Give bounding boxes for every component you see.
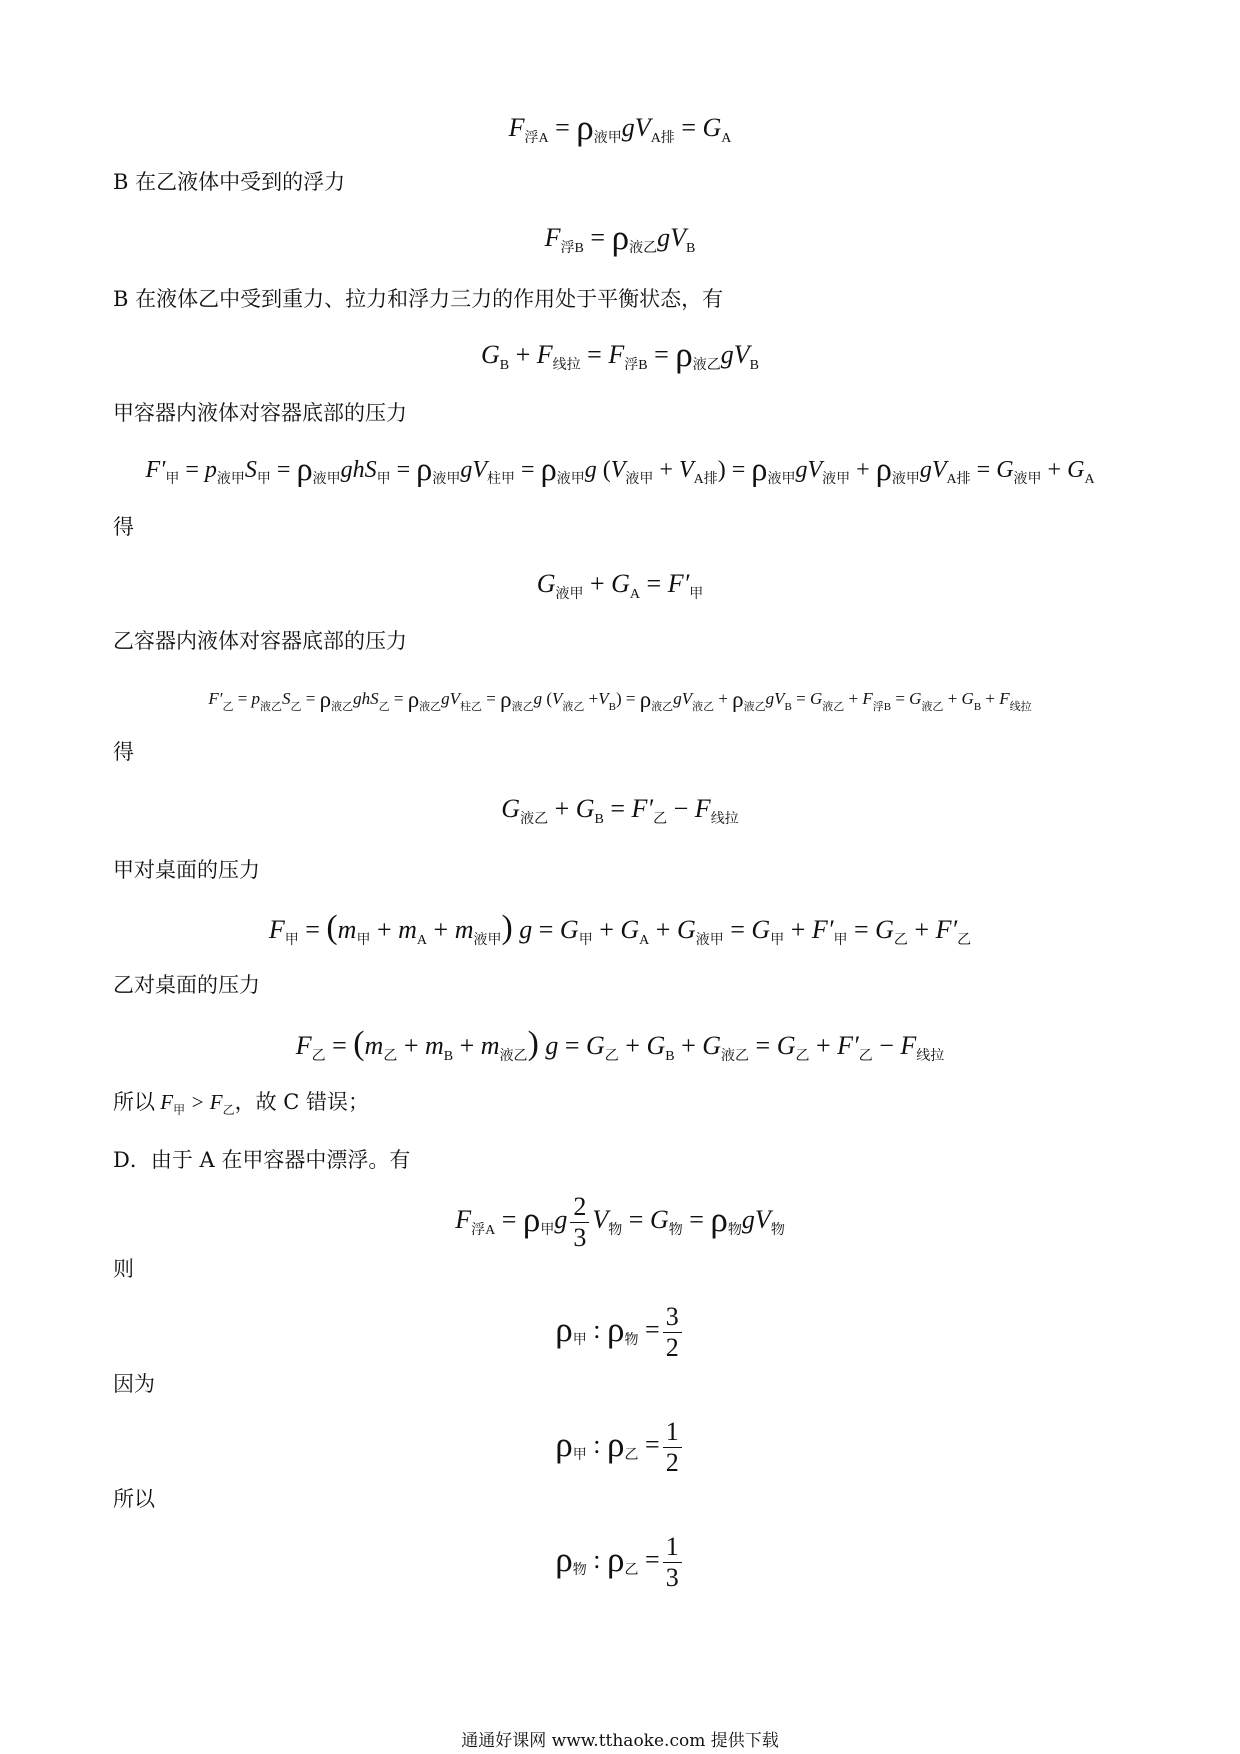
text-ze: 则 [113, 1257, 134, 1281]
equation-yi-table: $F_乙 = (m_乙 + m_B + m_{液乙}) g = G_乙 + G_B + G_{液乙} = G_乙 + F'_乙 - F_{线拉}$ [295, 1025, 945, 1064]
fraction-two-thirds: $\frac{2}{3}$ [570, 1192, 589, 1253]
text-de-2: 得 [113, 740, 134, 764]
text-jia-container-pressure: 甲容器内液体对容器底部的压力 [113, 401, 407, 425]
equation-ratio-wu-yi: $\rho_物$ : $\rho_乙$ = $\frac{1}{3}$ [0, 1528, 1240, 1593]
text-suoyi: 所以 [113, 1487, 155, 1511]
fraction-one-half: $\frac{1}{2}$ [663, 1417, 682, 1478]
text-b-buoyancy: B 在乙液体中受到的浮力 [113, 170, 346, 194]
equation-float-a: $F_{浮A} = \rho_甲g$ $\frac{2}{3}$ $V_物 = G_物 = \rho_物gV_物$ [455, 1191, 785, 1252]
text-yi-table-pressure: 乙对桌面的压力 [113, 973, 260, 997]
text-yinwei: 因为 [113, 1372, 155, 1396]
equation-b-balance: $G_B + F_{线拉} = F_{浮B} = \rho_{液乙}gV_B$ [480, 335, 759, 374]
equation-ratio-jia-wu: $\rho_甲$ : $\rho_物$ = $\frac{3}{2}$ [0, 1298, 1240, 1363]
equation-jia-result: $G_{液甲} + G_A = F'_甲$ [536, 569, 704, 602]
equation-jia-pressure-chain: $F'_甲 = p_{液甲}S_甲 = \rho_{液甲}ghS_甲 = \rho_{液甲}gV_{柱甲} = \rho_{液甲}g$ $(V_{液甲} + V_{A排}) = \rho_{液甲}gV_{液甲} + \rho_{液甲}gV_{A排} = G_{液甲} + G_A$ [145, 452, 1095, 488]
text-jia-table-pressure: 甲对桌面的压力 [113, 858, 260, 882]
equation-buoyancy-b: $F_{浮B} = \rho_{液乙}gV_B$ [544, 218, 696, 257]
fraction-three-halves: $\frac{3}{2}$ [663, 1302, 682, 1363]
text-de-1: 得 [113, 515, 134, 539]
equation-yi-result: $G_{液乙} + G_B = F'_乙 - F_{线拉}$ [501, 794, 739, 827]
text-conclusion-c: 所以 $F_甲 > F_乙$，故 C 错误； [113, 1090, 370, 1118]
text-yi-container-pressure: 乙容器内液体对容器底部的压力 [113, 629, 407, 653]
fraction-one-third: $\frac{1}{3}$ [663, 1532, 682, 1593]
footer-source: 通通好课网 www.tthaoke.com 提供下载 [461, 1731, 779, 1751]
equation-jia-table: $F_甲 = (m_甲 + m_A + m_{液甲}) g = G_甲 + G_A + G_{液甲} = G_甲 + F'_甲 = G_乙 + F'_乙$ [268, 909, 972, 948]
equation-ratio-jia-yi: $\rho_甲$ : $\rho_乙$ = $\frac{1}{2}$ [0, 1413, 1240, 1478]
text-b-equilibrium: B 在液体乙中受到重力、拉力和浮力三力的作用处于平衡状态，有 [113, 287, 724, 311]
equation-yi-pressure-chain: $F'_乙 = p_{液乙}S_乙 = \rho_{液乙}ghS_乙 = \rho_{液乙}gV_{柱乙} = \rho_{液乙}g$ $(V_{液乙} +V_B) = \rho_{液乙}gV_{液乙} + \rho_{液乙}gV_B = G_{液乙} + F_{浮B} = G_{液乙} + G_B + F_{线拉}$ [208, 687, 1032, 713]
text-option-d: D．由于 A 在甲容器中漂浮。有 [113, 1148, 411, 1172]
equation-buoyancy-a: $F_{浮A} = \rho_{液甲}gV_{A排} = G_A$ [508, 108, 732, 147]
